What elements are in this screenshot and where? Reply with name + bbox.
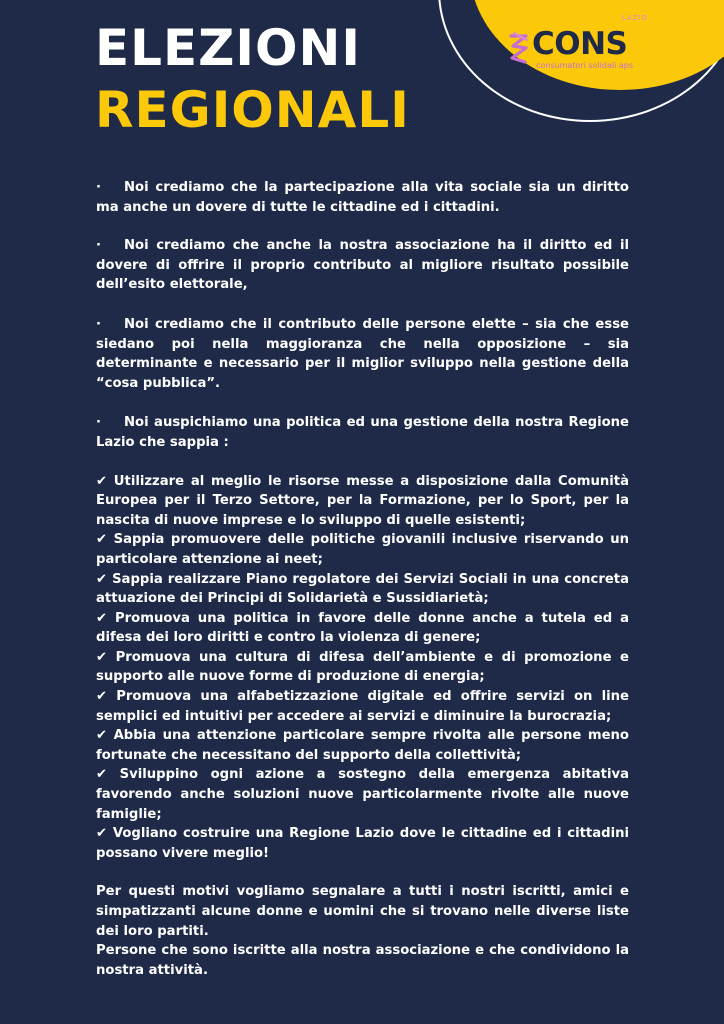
- bullet-text: Noi auspichiamo una politica ed una gestione della nostra Regione Lazio che sappia :: [96, 415, 629, 450]
- check-item: ✔ Promuova una politica in favore delle donne anche a tutela ed a difesa dei loro diritti e contro la violenza di genere;: [96, 610, 629, 646]
- check-item: ✔ Vogliano costruire una Regione Lazio dove le cittadine ed i cittadini possano vivere meglio!: [96, 826, 629, 861]
- document-body: [96, 178, 629, 980]
- bullet-paragraph: [96, 315, 629, 393]
- check-item: ✔ Sviluppino ogni azione a sostegno della emergenza abitativa favorendo anche soluzioni nuove particolarmente rivolte alle nuove famiglie;: [96, 767, 629, 822]
- page-title-line2: REGIONALI: [95, 81, 410, 139]
- bullet-text: Noi crediamo che la partecipazione alla vita sociale sia un diritto ma anche un dovere di tutte le cittadine ed i cittadini.: [96, 180, 629, 215]
- page-title-line1: ELEZIONI: [95, 19, 361, 77]
- bullet-paragraph: [96, 178, 629, 217]
- logo-region: LAZIO: [621, 14, 648, 22]
- closing-paragraph: Per questi motivi vogliamo segnalare a tutti i nostri iscritti, amici e simpatizzanti alcune donne e uomini che si trovano nelle diverse liste dei loro partiti.: [96, 884, 629, 939]
- bullet-marker: ·: [96, 180, 102, 195]
- check-item: ✔ Sappia promuovere delle politiche giovanili inclusive riservando un particolare attenzione ai neet;: [96, 532, 629, 567]
- cons-logo: [508, 14, 648, 76]
- check-item: ✔ Promuova una alfabetizzazione digitale ed offrire servizi on line semplici ed intuitivi per accedere ai servizi e diminuire la burocrazia;: [96, 689, 629, 724]
- bullet-paragraph: [96, 413, 629, 452]
- bullet-marker: ·: [96, 316, 102, 332]
- bullet-marker: ·: [96, 238, 102, 254]
- logo-wordmark: CONS: [532, 26, 628, 62]
- check-item: ✔ Utilizzare al meglio le risorse messe a disposizione dalla Comunità Europea per il Terzo Settore, per la Formazione, per lo Sport, per la nascita di nuove imprese e lo sviluppo di quelle esistenti;: [96, 473, 629, 528]
- bullet-paragraph: [96, 236, 629, 295]
- closing-paragraph: Persone che sono iscritte alla nostra associazione e che condividono la nostra attività.: [96, 943, 629, 978]
- bullet-marker: ·: [96, 415, 102, 431]
- logo-tagline: consumatori solidali aps: [536, 61, 634, 70]
- check-item: ✔ Abbia una attenzione particolare sempre rivolta alle persone meno fortunate che necessitano del supporto della collettività;: [96, 728, 629, 763]
- logo-mark-icon: [508, 30, 530, 70]
- bullet-text: Noi crediamo che anche la nostra associazione ha il diritto ed il dovere di offrire il proprio contributo al migliore risultato possibile dell’esito elettorale,: [96, 238, 629, 293]
- check-item: ✔ Sappia realizzare Piano regolatore dei Servizi Sociali in una concreta attuazione dei Principi di Solidarietà e Sussidiarietà;: [96, 571, 629, 607]
- check-item: ✔ Promuova una cultura di difesa dell’ambiente e di promozione e supporto alle nuove forme di produzione di energia;: [96, 649, 629, 685]
- bullet-text: Noi crediamo che il contributo delle persone elette – sia che esse siedano poi nella maggioranza che nella opposizione – sia determinante e necessario per il miglior sviluppo nella gestione della “cosa pubblica”.: [96, 316, 629, 391]
